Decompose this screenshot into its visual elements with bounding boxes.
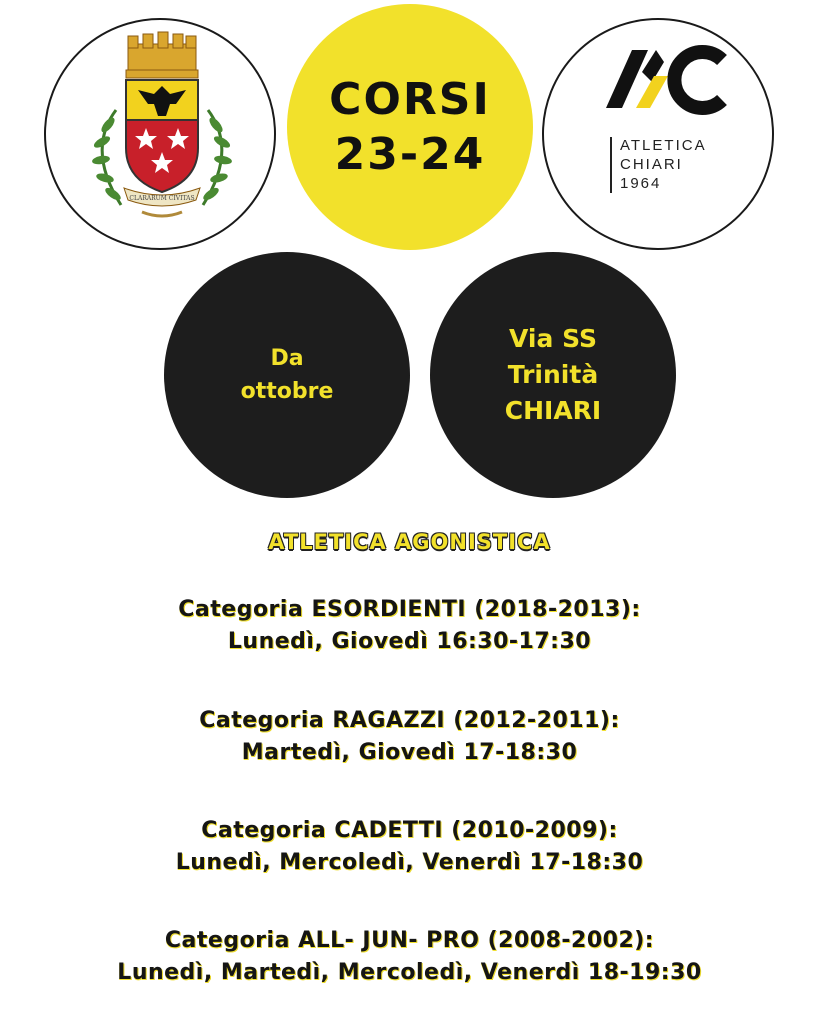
ac-line-3: 1964 [620, 174, 662, 192]
ac-line-2: CHIARI [620, 155, 683, 173]
location-line-3: CHIARI [504, 396, 602, 426]
schedule-ragazzi [0, 705, 819, 769]
schedule-category: Categoria ESORDIENTI (2018-2013): [178, 597, 641, 622]
start-date-line-1: Da [270, 346, 304, 371]
section-title: ATLETICA AGONISTICA [268, 530, 551, 554]
schedule-esordienti [0, 594, 819, 658]
schedule-category: Categoria ALL- JUN- PRO (2008-2002): [164, 928, 655, 953]
location-line-1: Via SS [509, 323, 597, 353]
corsi-title: CORSI [329, 74, 491, 125]
ac-monogram-icon [544, 20, 776, 252]
schedule-category: Categoria RAGAZZI (2012-2011): [199, 708, 620, 733]
start-date-badge [164, 252, 410, 498]
schedule-cadetti [0, 815, 819, 879]
start-date-line-2: ottobre [240, 379, 334, 404]
schedule-category: Categoria CADETTI (2010-2009): [201, 818, 618, 843]
location-line-2: Trinità [507, 359, 599, 389]
ac-logo-text [610, 137, 707, 193]
schedule-days: Martedì, Giovedì 17-18:30 [241, 739, 578, 765]
schedule-all-jun-pro [0, 925, 819, 989]
schedule-days: Lunedì, Giovedì 16:30-17:30 [227, 628, 592, 654]
location-badge [430, 252, 676, 498]
crest-motto: CLARARUM CIVITAS [129, 195, 195, 202]
corsi-season: 23-24 [334, 129, 486, 180]
schedule-days: Lunedì, Martedì, Mercoledì, Venerdì 18-19:30 [117, 959, 702, 985]
ac-line-1: ATLETICA [620, 137, 707, 154]
corsi-badge [287, 4, 533, 250]
crest-icon [46, 20, 278, 252]
city-crest-logo [44, 18, 276, 250]
schedule-days: Lunedì, Mercoledì, Venerdì 17-18:30 [175, 849, 644, 875]
atletica-chiari-logo [542, 18, 774, 250]
